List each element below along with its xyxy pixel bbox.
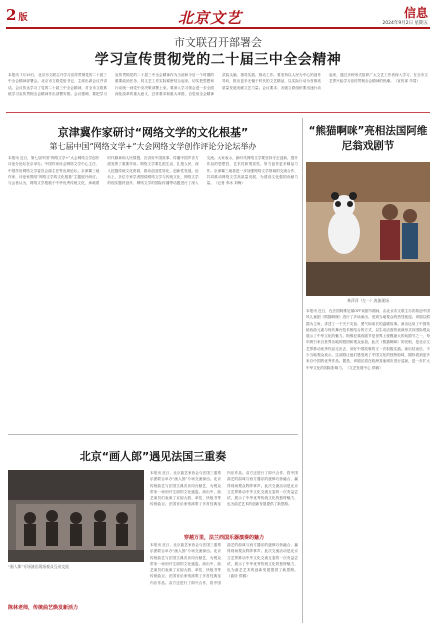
dateline: 2024年9月2日 星期五 [382,21,428,26]
story1-body: 本报讯 7月19日，北京市文联召开学习宣传贯彻党的二十届三中全会精神部署会。北京市文联党组书记、主席出席会议并讲话。会议传达学习了党的二十届三中全会精神，对全市文联系统学习宣传贯彻全会精神作出部署安排。会议强调，要把学习宣传贯彻党的二十届三中全会精神作为当前和今后一个时期的重要政治任务，同文艺工作实际紧密结合起来，切实把思想和行动统一到党中央决策部署上来。要深入学习领会进一步全面深化改革的重大意义、总体要求和重大举措，自觉用全会精神武装头脑、指导实践、推动工作。要坚持以人民为中心的创作导向，推出更多无愧于时代的文艺精品，以实际行动为首都高质量发展贡献文艺力量。会议要求，各级文联组织要迅速行动起来，通过多种形式组织广大文艺工作者深入学习，在全市文艺界兴起学习宣传贯彻全会精神的热潮。（宣传部 毕荔） [8,73,428,96]
story2-divider [8,434,298,435]
story3-body-cont: 本报讯 近日，北京曲艺家协会与法国三重奏乐团联合举办“画人郎”专场交流演出。北京传统曲艺与法国古典音乐同台献艺，为观众带来一场别开生面的文化盛宴。演出中，曲艺演员们表演了京韵大鼓、单弦、快板书等传统曲目，法国音乐家则演奏了多首经典室内乐作品。双方还进行了即兴合作，将中国曲艺的韵味与西方器乐的旋律巧妙融合，赢得现场观众阵阵掌声。此次交流活动是北京文艺界推动中外文化交流互鉴的一次有益尝试，展示了中华优秀传统文化的独特魅力，也为曲艺艺术的创新发展提供了新思路。（曲协 供稿） [150,543,298,585]
story3-subhead-b: 穿越万里，法兰西国乐器演奏的魅力 [183,535,264,541]
story3-subhead-a: 陈林老师，传统曲艺焕发新活力 [8,605,79,611]
story1-kicker: 市文联召开部署会 [174,36,262,49]
story3-body: 本报讯 近日，北京曲艺家协会与法国三重奏乐团联合举办“画人郎”专场交流演出。北京传统曲艺与法国古典音乐同台献艺，为观众带来一场别开生面的文化盛宴。演出中，曲艺演员们表演了京韵大鼓、单弦、快板书等传统曲目，法国音乐家则演奏了多首经典室内乐作品。双方还进行了即兴合作，将中国曲艺的韵味与西方器乐的旋律巧妙融合，赢得现场观众阵阵掌声。此次交流活动是北京文艺界推动中外文化交流互鉴的一次有益尝试，展示了中华优秀传统文化的独特魅力，也为曲艺艺术的创新发展提供了新思路。 [150,471,298,507]
story2-headline: 京津冀作家研讨“网络文学的文化根基” [57,126,249,139]
story2-body: 本报讯 近日，第七届中国“网络文学+”大会网络文学创作评论分论坛在京举办。中国作家协会网络文学中心主任、中国作协网络文学委员会副主任等出席论坛。京津冀三地作家、评论家围绕“网络文学的文化根基”主题展开研讨。与会者认为，网络文学根植于中华优秀传统文化，承载着时代精神和人民情感，在讲好中国故事、传播中国声音方面发挥了重要作用。网络文学要扎根生活、扎根人民，深入挖掘传统文化资源，推动创造性转化、创新性发展。论坛上，多位专家学者围绕网络文学与传统文化、网络文学的现实题材创作、网络文学的国际传播等话题进行了深入交流。大家表示，新时代网络文学要坚持守正创新，提升作品的思想性、艺术性和观赏性，努力创作更多精品力作。京津冀三地将进一步加强网络文学领域的交流合作，共同推动网络文学高质量发展，为建设文化强国贡献力量。（记者 李冰 刘梅） [8,156,298,186]
story3-headline: 北京“画人郎”遇见法国三重奏 [79,450,227,463]
column-divider [302,118,303,623]
masthead: 北京文艺 [178,9,243,27]
story4-body: 本报讯 近日，在法国阿维尼翁OFF戏剧节期间，由北京市文联主办的原创中国风儿童剧《熊猫啊咪》进行了多场演出，受到当地观众的热烈欢迎。该剧以熊猫为主角，讲述了一个关于友谊、勇气和成长的温暖故事。演出运用了中国传统戏曲元素与现代舞台技术相结合的方式，以生动活泼的表演形式向国际观众展示了中华文化的魅力。阿维尼翁戏剧节是世界上规模最大的戏剧节之一，每年吸引来自世界各地的剧团和观众参加。此次《熊猫啊咪》的亮相，是北京文艺界推动优秀作品走出去、讲好中国故事的又一次积极实践。演出结束后，不少当地观众表示，这部剧让他们感受到了中国文化的独特韵味，期待看到更多来自中国的优秀作品。据悉，该剧还将在欧洲其他城市进行巡演，进一步扩大中华文化的国际影响力。（文艺发展中心 供稿） [306,309,430,370]
page-number: 2 版 [6,6,28,24]
story1-divider [6,112,430,113]
story1-headline: 学习宣传贯彻党的二十届三中全会精神 [94,52,342,68]
story4-photo [306,162,430,296]
story3-photo-caption: “画人郎”专场演出现场观众互动交流 [8,564,69,569]
header-rule [6,27,430,29]
story2-subhead: 第七届中国“网络文学+”大会网络文学创作评论分论坛举办 [49,142,257,151]
story4-photo-caption: 林萍萍（左一）表演现场 [347,298,389,303]
section-title: 信息 [403,6,428,20]
story4-headline: “熊猫啊咪”亮相法国阿维尼翁戏剧节 [308,125,428,152]
story3-photo [8,470,144,562]
